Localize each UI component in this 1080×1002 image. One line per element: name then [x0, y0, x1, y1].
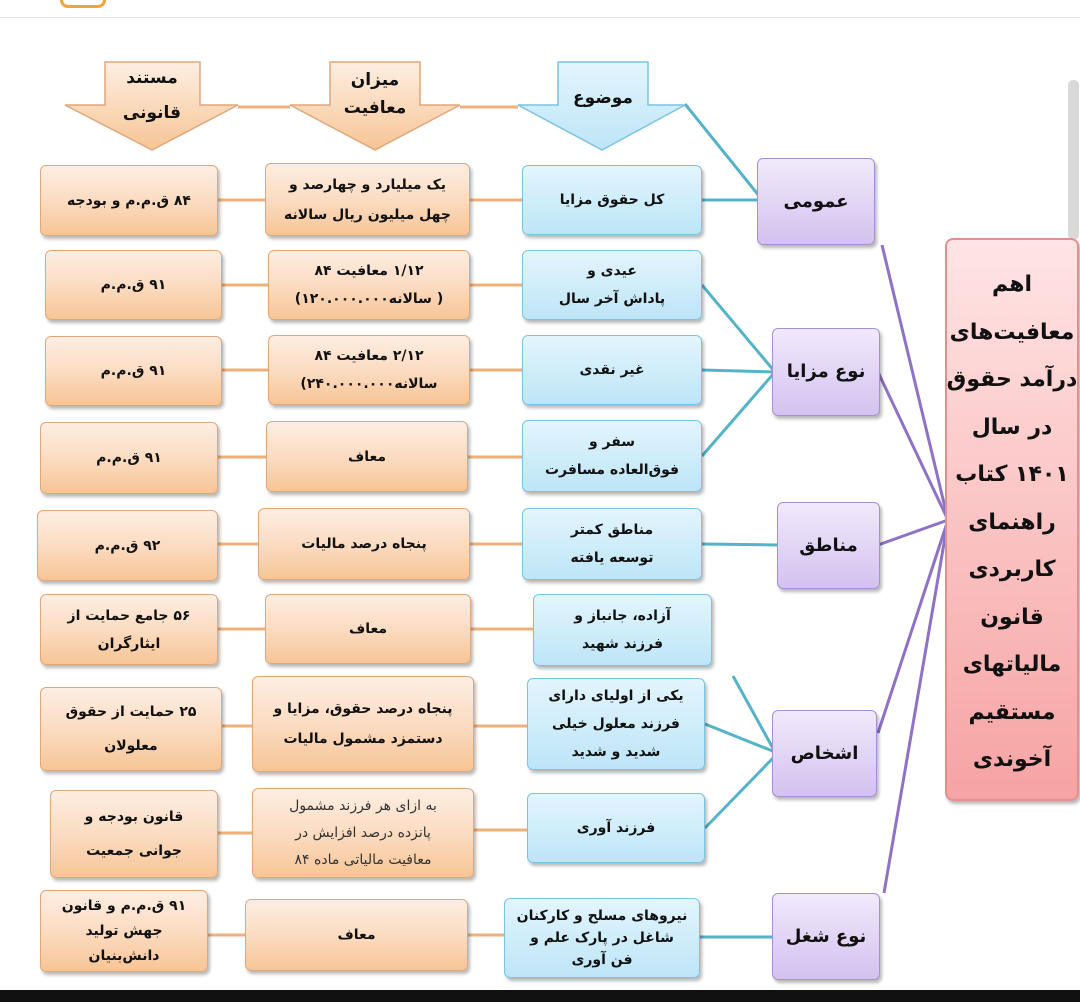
box-text-line: پانزده درصد افزایش در [295, 824, 431, 841]
category-box-general [757, 158, 875, 245]
category-label: مناطق [799, 534, 858, 556]
box-text-line: پنجاه درصد مالیات [301, 536, 427, 552]
connector-line [882, 245, 948, 520]
header-text-line: میزان [350, 70, 400, 90]
box-text-line: شدید و شدید [571, 744, 661, 760]
legal-basis-box [40, 890, 208, 972]
category-label: عمومی [783, 190, 849, 212]
legal-basis-box [40, 594, 218, 665]
subject-box [522, 508, 702, 580]
header-subject [548, 84, 658, 112]
box-text-line: توسعه یافته [570, 550, 654, 566]
legal-basis-box [40, 422, 218, 494]
box-text-line: سفر و [588, 434, 636, 450]
box-text-line: ۹۲ ق.م.م [94, 537, 161, 554]
exemption-amount-box [245, 899, 468, 971]
title-line: معافیت‌های [949, 319, 1075, 345]
box-text-line: معافیت مالیاتی ماده ۸۴ [294, 851, 432, 868]
box-text-line: ۲۵ حمایت از حقوق [65, 704, 197, 720]
bottom-bar [0, 990, 1080, 1002]
box-text-line: نیروهای مسلح و کارکنان [516, 908, 688, 924]
subject-box [527, 793, 705, 863]
legal-basis-box [40, 165, 218, 236]
category-label: نوع شغل [785, 925, 867, 947]
title-line: قانون [980, 604, 1044, 630]
title-line: در سال [971, 414, 1053, 440]
legal-basis-box [40, 687, 222, 771]
category-box-regions [777, 502, 880, 589]
box-text-line: فوق‌العاده مسافرت [544, 462, 680, 478]
exemption-amount-box [268, 250, 470, 320]
box-text-line: ۵۶ جامع حمایت از [67, 607, 191, 624]
connector-line [878, 520, 948, 545]
box-text-line: فرزند شهید [582, 636, 663, 652]
box-text-line: ( سالانه۱۲۰.۰۰۰.۰۰۰) [294, 291, 444, 307]
connector-line [702, 372, 775, 456]
subject-box [533, 594, 712, 666]
legal-basis-box [37, 510, 218, 581]
header-text-line: معافیت [343, 98, 407, 118]
legal-basis-box [50, 790, 218, 878]
title-box [945, 238, 1079, 801]
box-text-line: معلولان [104, 738, 158, 754]
box-text-line: معاف [348, 621, 388, 637]
box-text-line: فرزند معلول خیلی [552, 716, 680, 732]
box-text-line: آزاده، جانباز و [574, 608, 671, 624]
box-text-line: ۹۱ ق.م.م و قانون [61, 897, 187, 914]
connector-line [705, 724, 775, 752]
title-line: اهم [991, 272, 1033, 297]
box-text-line: معاف [337, 927, 376, 943]
box-text-line: یک میلیارد و چهارصد و [288, 176, 447, 193]
subject-box [504, 898, 700, 978]
box-text-line: ۹۱ ق.م.م [100, 363, 167, 379]
category-box-persons [772, 710, 877, 797]
connector-line [884, 520, 948, 893]
box-text-line: ۸۴ ق.م.م و بودجه [67, 192, 191, 209]
connector-line [702, 370, 775, 372]
box-text-line: جهش تولید [85, 922, 163, 939]
subject-box [527, 678, 705, 770]
header-exemption-amount [320, 66, 430, 122]
box-text-line: به ازای هر فرزند مشمول [289, 797, 437, 814]
category-box-job-type [772, 893, 880, 980]
box-text-line: ۹۱ ق.م.م [96, 450, 162, 466]
category-label: اشخاص [790, 742, 859, 764]
box-text-line: معاف [347, 448, 387, 465]
exemption-amount-box [266, 421, 468, 492]
box-text-line: پاداش آخر سال [558, 291, 666, 307]
box-text-line: چهل میلیون ریال سالانه [284, 206, 451, 223]
box-text-line: جوانی جمعیت [86, 843, 182, 859]
title-line: درآمد حقوق [946, 367, 1078, 392]
connector-line [702, 285, 775, 372]
exemption-amount-box [252, 788, 474, 878]
header-text-line: موضوع [573, 88, 633, 108]
legal-basis-box [45, 250, 222, 320]
box-text-line: ۲/۱۲ معافیت ۸۴ [314, 348, 424, 364]
header-legal-basis [92, 61, 212, 131]
exemption-amount-box [265, 163, 470, 236]
category-label: نوع مزایا [786, 361, 866, 382]
box-text-line: مناطق کمتر [570, 522, 654, 538]
box-text-line: کل حقوق مزایا [559, 192, 665, 208]
exemption-amount-box [265, 594, 471, 664]
box-text-line: فن آوری [571, 952, 633, 968]
connector-line [733, 676, 775, 752]
title-line: آخوندی [972, 747, 1052, 772]
box-text-line: ۹۱ ق.م.م [100, 277, 167, 293]
title-line: ۱۴۰۱ کتاب [955, 462, 1069, 487]
exemption-amount-box [268, 335, 470, 405]
connector-line [702, 544, 780, 545]
connector-line [878, 520, 948, 733]
subject-box [522, 250, 702, 320]
box-text-line: ایثارگران [97, 635, 161, 652]
box-text-line: شاغل در پارک علم و [530, 930, 674, 946]
title-line: کاربردی [968, 557, 1056, 582]
box-text-line: پنجاه درصد حقوق، مزایا و [273, 701, 453, 717]
box-text-line: دستمزد مشمول مالیات [283, 731, 443, 747]
subject-box [522, 335, 702, 405]
box-text-line: یکی از اولیای دارای [548, 688, 684, 704]
box-text-line: ۱/۱۲ معافیت ۸۴ [314, 263, 424, 279]
category-box-benefit-type [772, 328, 880, 416]
legal-basis-box [45, 336, 222, 406]
header-text-line: مستند [126, 68, 178, 88]
subject-box [522, 165, 702, 235]
box-text-line: عیدی و [587, 263, 637, 279]
connector-line [705, 756, 775, 828]
box-text-line: قانون بودجه و [84, 809, 184, 825]
title-line: مستقیم [968, 699, 1056, 725]
box-text-line: غیر نقدی [579, 362, 645, 378]
exemption-amount-box [252, 676, 474, 772]
header-text-line: قانونی [122, 103, 182, 123]
subject-box [522, 420, 702, 492]
box-text-line: دانش‌بنیان [88, 947, 160, 964]
exemption-amount-box [258, 508, 470, 580]
title-line: راهنمای [968, 509, 1056, 535]
box-text-line: فرزند آوری [576, 820, 656, 836]
connector-line [878, 372, 948, 520]
title-line: مالیاتهای [962, 652, 1062, 677]
box-text-line: سالانه۲۴۰.۰۰۰.۰۰۰) [300, 376, 438, 392]
